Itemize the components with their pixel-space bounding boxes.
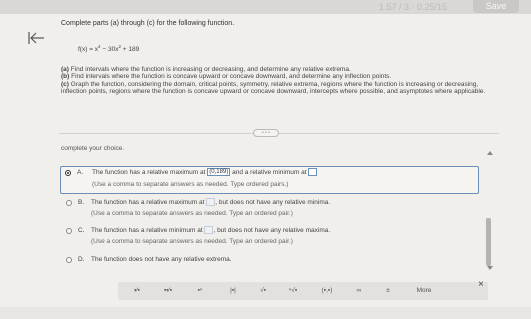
expand-button[interactable]: • • • [253, 129, 279, 137]
sqrt-tool[interactable]: √▪ [260, 287, 266, 294]
nth-root-tool[interactable]: ⁿ√▪ [288, 287, 298, 294]
option-b-letter: B. [78, 199, 85, 206]
more-tool[interactable]: More [416, 287, 432, 294]
save-button[interactable]: Save [473, 0, 519, 13]
radio-d[interactable] [66, 257, 72, 263]
bottom-strip [0, 307, 531, 319]
option-c-letter: C. [78, 227, 85, 234]
ordered-pair-tool[interactable]: (▪,▪) [321, 287, 333, 294]
instruction-text: complete your choice. [61, 145, 125, 152]
option-a-hint: (Use a comma to separate answers as needed. Type ordered pairs.) [92, 181, 289, 188]
option-d[interactable] [63, 255, 473, 266]
part-a: (a) Find intervals where the function is increasing or decreasing, and determine any relative extrema. [61, 66, 351, 73]
option-c-hint: (Use a comma to separate answers as needed. Type an ordered pair.) [91, 238, 293, 245]
option-d-text: The function does not have any relative extrema. [91, 256, 232, 263]
section-divider [59, 133, 499, 134]
fraction-tool[interactable]: ▪⁄▪ [134, 287, 140, 294]
question-prompt: Complete parts (a) through (c) for the following function. [61, 20, 235, 27]
option-b-text: The function has a relative maximum at , but does not have any relative minima. [91, 199, 331, 206]
scroll-up-icon[interactable] [487, 151, 493, 155]
option-a[interactable] [60, 166, 479, 194]
infinity-tool[interactable]: ∞ [356, 287, 362, 294]
mixed-number-tool[interactable]: ▪▪⁄▪ [164, 287, 172, 294]
option-a-answer-box[interactable]: (0,189) [209, 169, 229, 176]
option-d-letter: D. [78, 256, 85, 263]
math-toolbar [118, 282, 488, 300]
function-expression: $f(x) = x^4 - 30x^2 + 189$ [78, 44, 140, 54]
question-header [61, 20, 501, 54]
back-arrow-icon[interactable] [27, 30, 45, 46]
option-b[interactable] [63, 198, 473, 220]
scroll-down-icon[interactable] [487, 266, 493, 270]
part-b: (b) Find intervals where the function is concave upward or concave downward, and determine any inflection points. [61, 73, 392, 81]
exponent-tool[interactable]: ▪ⁿ [197, 287, 203, 294]
close-icon[interactable]: × [478, 279, 484, 290]
plus-minus-tool[interactable]: ± [386, 287, 390, 294]
option-c[interactable] [63, 226, 473, 248]
absolute-value-tool[interactable]: |▪| [230, 287, 236, 294]
option-b-answer-box[interactable] [206, 198, 215, 206]
option-b-hint: (Use a comma to separate answers as needed. Type an ordered pair.) [91, 210, 293, 217]
top-bar [0, 0, 531, 14]
part-c: (c) Graph the function, considering the domain, critical points, symmetry, relative extrema, regions where the function is increasing or decreasing, inflection points, regions where the function is concave upward or concave downward, intercepts where possible, and asymptotes where applicable. [61, 80, 486, 96]
radio-c[interactable] [66, 228, 72, 234]
score-text: 1.57 / 3 · 0.25/15 [378, 2, 447, 12]
question-parts [61, 66, 501, 96]
radio-a[interactable] [65, 170, 71, 176]
option-a-text: The function has a relative maximum at (0,189) and a relative minimum at [92, 168, 317, 177]
option-a-letter: A. [77, 169, 84, 176]
option-a-min-box[interactable] [308, 168, 317, 176]
scrollbar-thumb[interactable] [486, 218, 491, 266]
radio-b[interactable] [66, 200, 72, 206]
option-c-text: The function has a relative minimum at , but does not have any relative maxima. [91, 227, 331, 234]
